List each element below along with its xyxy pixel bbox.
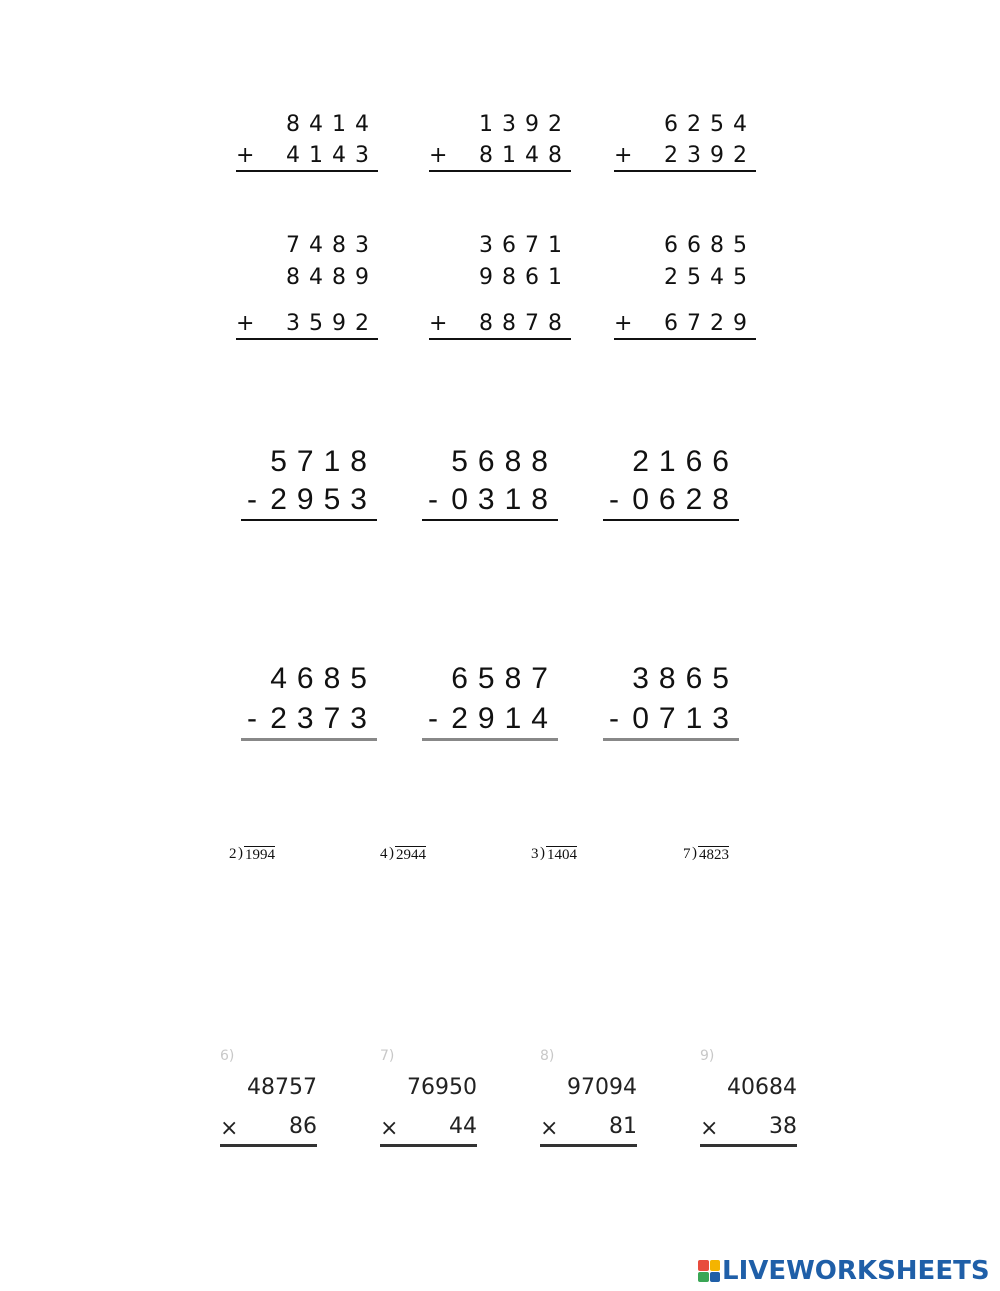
divisor: 7 <box>683 846 691 862</box>
answer-line <box>614 170 756 172</box>
answer-line <box>241 519 377 521</box>
division-problem-1 <box>229 846 289 866</box>
minus-sign: - <box>428 702 438 735</box>
answer-line <box>614 338 756 340</box>
answer-line <box>603 738 739 741</box>
answer-line <box>220 1144 317 1147</box>
addition-problem-6 <box>614 233 756 343</box>
subtraction-problem-1 <box>241 445 377 525</box>
times-sign: × <box>220 1116 239 1141</box>
division-problem-2 <box>380 846 440 866</box>
multiplication-problem-8 <box>540 1048 637 1150</box>
subtraction-problem-2 <box>422 445 558 525</box>
answer-line <box>236 170 378 172</box>
subtraction-problem-3 <box>603 445 739 525</box>
second-number: 8489 <box>286 265 378 290</box>
bottom-number: 81 <box>609 1114 637 1139</box>
minus-sign: - <box>609 483 619 516</box>
bottom-number: 2392 <box>664 143 756 168</box>
plus-sign: + <box>429 311 448 336</box>
divisor: 4 <box>380 846 388 862</box>
first-number: 6685 <box>664 233 756 258</box>
division-bracket: ) <box>389 845 394 861</box>
multiplication-problem-7 <box>380 1048 477 1150</box>
top-number: 4685 <box>270 662 377 695</box>
top-number: 97094 <box>567 1075 637 1100</box>
top-number: 6254 <box>664 112 756 137</box>
first-number: 7483 <box>286 233 378 258</box>
first-number: 3671 <box>479 233 571 258</box>
answer-line <box>236 338 378 340</box>
division-problem-3 <box>531 846 591 866</box>
subtraction-problem-6 <box>603 662 739 744</box>
problem-number: 9) <box>700 1048 715 1064</box>
bottom-number: 8148 <box>479 143 571 168</box>
answer-line <box>422 519 558 521</box>
division-bracket: ) <box>238 845 243 861</box>
times-sign: × <box>540 1116 559 1141</box>
top-number: 6587 <box>451 662 558 695</box>
subtraction-problem-5 <box>422 662 558 744</box>
top-number: 5688 <box>451 445 558 478</box>
top-number: 8414 <box>286 112 378 137</box>
divisor: 2 <box>229 846 237 862</box>
bottom-number: 86 <box>289 1114 317 1139</box>
top-number: 2166 <box>632 445 739 478</box>
minus-sign: - <box>247 702 257 735</box>
dividend: 1994 <box>245 847 275 863</box>
brand-name: LIVEWORKSHEETS <box>722 1256 990 1286</box>
answer-line <box>603 519 739 521</box>
addition-problem-1 <box>236 112 378 174</box>
third-number: 3592 <box>286 311 378 336</box>
problem-number: 7) <box>380 1048 395 1064</box>
division-bracket: ) <box>692 845 697 861</box>
liveworksheets-logo <box>698 1254 990 1288</box>
times-sign: × <box>380 1116 399 1141</box>
answer-line <box>422 738 558 741</box>
answer-line <box>380 1144 477 1147</box>
top-number: 3865 <box>632 662 739 695</box>
third-number: 6729 <box>664 311 756 336</box>
answer-line <box>700 1144 797 1147</box>
third-number: 8878 <box>479 311 571 336</box>
addition-problem-2 <box>429 112 571 174</box>
minus-sign: - <box>609 702 619 735</box>
bottom-number: 2914 <box>451 702 558 735</box>
plus-sign: + <box>614 311 633 336</box>
multiplication-problem-6 <box>220 1048 317 1150</box>
subtraction-problem-4 <box>241 662 377 744</box>
plus-sign: + <box>614 143 633 168</box>
bottom-number: 38 <box>769 1114 797 1139</box>
addition-problem-5 <box>429 233 571 343</box>
bottom-number: 4143 <box>286 143 378 168</box>
top-number: 1392 <box>479 112 571 137</box>
addition-problem-3 <box>614 112 756 174</box>
dividend: 1404 <box>547 847 577 863</box>
bottom-number: 0713 <box>632 702 739 735</box>
plus-sign: + <box>429 143 448 168</box>
answer-line <box>540 1144 637 1147</box>
plus-sign: + <box>236 311 255 336</box>
top-number: 48757 <box>247 1075 317 1100</box>
multiplication-problem-9 <box>700 1048 797 1150</box>
answer-line <box>429 338 571 340</box>
bottom-number: 0628 <box>632 483 739 516</box>
minus-sign: - <box>247 483 257 516</box>
top-number: 76950 <box>407 1075 477 1100</box>
answer-line <box>429 170 571 172</box>
addition-problem-4 <box>236 233 378 343</box>
division-problem-4 <box>683 846 743 866</box>
division-bracket: ) <box>540 845 545 861</box>
second-number: 9861 <box>479 265 571 290</box>
top-number: 40684 <box>727 1075 797 1100</box>
answer-line <box>241 738 377 741</box>
problem-number: 8) <box>540 1048 555 1064</box>
bottom-number: 0318 <box>451 483 558 516</box>
minus-sign: - <box>428 483 438 516</box>
dividend: 4823 <box>699 847 729 863</box>
bottom-number: 2373 <box>270 702 377 735</box>
times-sign: × <box>700 1116 719 1141</box>
plus-sign: + <box>236 143 255 168</box>
problem-number: 6) <box>220 1048 235 1064</box>
bottom-number: 2953 <box>270 483 377 516</box>
divisor: 3 <box>531 846 539 862</box>
liveworksheets-icon <box>698 1260 720 1282</box>
dividend: 2944 <box>396 847 426 863</box>
bottom-number: 44 <box>449 1114 477 1139</box>
second-number: 2545 <box>664 265 756 290</box>
top-number: 5718 <box>270 445 377 478</box>
